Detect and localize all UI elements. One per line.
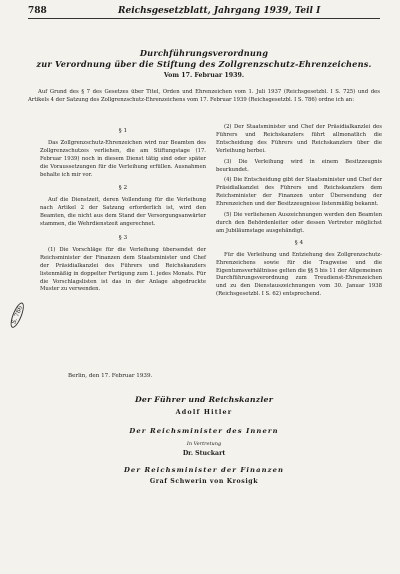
signatory-name-finance: Graf Schwerin von Krosigk [149,478,259,485]
section-text: (4) Die Entscheidung gibt der Staatsminister und Chef der Präsidialkanzlei des Führers und Reichskanzlers dem Reichsminister der Finanzen unter Übersendung der Ehrenzeichen und der Besitzzeugnisse listenmäßig bekannt. [216,177,382,208]
page-number: 788 [28,6,47,16]
signatory-title-interior: Der Reichsminister des Innern [129,427,279,435]
title-date: Vom 17. Februar 1939. [163,72,245,79]
section-heading: § 4 [294,239,304,246]
section-text: (2) Der Staatsminister und Chef der Präsidialkanzlei des Führers und Reichskanzlers führt allmonatlich die Entscheidung des Führers und Reichskanzlers über die Verleihung herbei. [216,124,382,154]
left-column [40,124,206,300]
signatory-name-interior: Dr. Stuckart [182,450,226,457]
title-line-2: zur Verordnung über die Stiftung des Zollgrenzschutz-Ehrenzeichens. [36,59,372,69]
signatory-title-finance: Der Reichsminister der Finanzen [123,466,285,474]
signatory-title-fuehrer: Der Führer und Reichskanzler [134,395,274,404]
section-text: (5) Die verliehenen Auszeichnungen werden den Beamten durch den Behördenleiter oder dessen Vertreter möglichst am Jubiläumstage ausgehändigt. [216,212,382,234]
header-rule [28,18,380,19]
signatory-deputy-note: In Vertretung [186,441,222,447]
preamble: Auf Grund des § 7 des Gesetzes über Titel, Orden und Ehrenzeichen vom 1. Juli 1937 (Reichsgesetzbl. I S. 725) und des Artikels 4 der Satzung des Zollgrenzschutz-Ehrenzeichens vom 17. Februar 1939 (Reichsgesetzbl. I S. 786) ordne ich an: [28,89,380,103]
date-line: Berlin, den 17. Februar 1939. [68,373,153,379]
signatory-name-fuehrer: Adolf Hitler [175,408,233,416]
section-heading: § 3 [118,234,128,241]
section-heading: § 2 [118,185,128,192]
margin-stamp: S. 786 [8,301,27,330]
running-head: Reichsgesetzblatt, Jahrgang 1939, Teil I [118,6,321,16]
section-text: Für die Verleihung und Entziehung des Zollgrenzschutz-Ehrenzeichens sowie für die Tragweise und die Eigentumsverhältnisse gelten die §§ 5 bis 11 der Allgemeinen Durchführungsverordnung zum Treudienst-Ehrenzeichen und zu den Dienstauszeichnungen vom 30. Januar 1938 (Reichsgesetzbl. I S. 62) entsprechend. [216,251,382,298]
section-text: Auf die Dienstzeit, deren Vollendung für die Verleihung nach Artikel 2 der Satzung erforderlich ist, wird den Beamten, die nicht aus dem Stand der Versorgungsanwärter stammen, die Wehrdienstzeit angerechnet. [40,197,206,228]
section-text: Das Zollgrenzschutz-Ehrenzeichen wird nur Beamten des Zollgrenzschutzes verliehen, die am Stiftungstage (17. Februar 1939) noch in diesem Dienst tätig sind oder später die Voraussetzungen für die Verleihung erfüllen. Ausnahmen behalte ich mir vor. [40,139,206,178]
section-heading: § 1 [118,128,128,134]
section-text: (1) Die Vorschläge für die Verleihung übersendet der Reichsminister der Finanzen dem Staatsminister und Chef der Präsidialkanzlei des Führers und Reichskanzlers listenmäßig in doppelter Fertigung zum 1. jedes Monats. Für die Vorschlagslisten ist das in der Anlage abgedruckte Muster zu verwenden. [40,246,206,293]
title-line-1: Durchführungsverordnung [139,48,269,58]
section-text: (3) Die Verleihung wird in einem Besitzzeugnis beurkundet. [216,158,382,173]
title-block [28,48,380,81]
right-column [216,124,382,302]
